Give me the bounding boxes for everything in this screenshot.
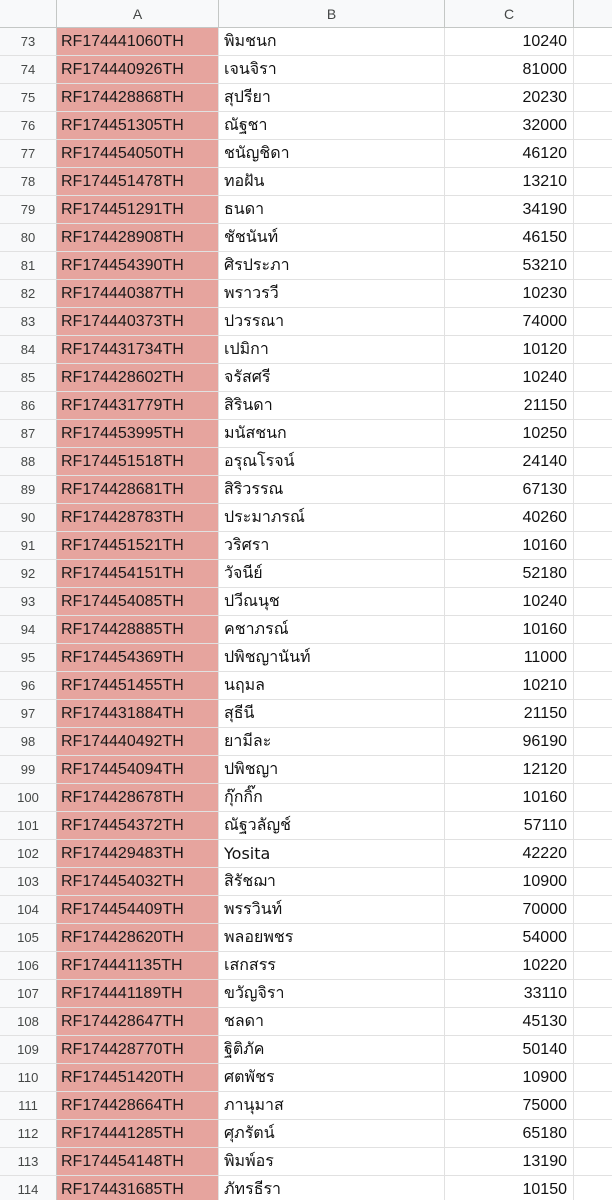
cell-tracking-code[interactable]: RF174451305TH (57, 112, 219, 139)
cell-postcode[interactable]: 11000 (445, 644, 574, 671)
table-row (0, 196, 612, 224)
cell-name[interactable]: จรัสศรี (219, 364, 445, 391)
row-number[interactable]: 109 (0, 1036, 57, 1063)
row-number[interactable]: 84 (0, 336, 57, 363)
cell-postcode[interactable]: 13190 (445, 1148, 574, 1175)
table-row (0, 1176, 612, 1200)
row-number[interactable]: 87 (0, 420, 57, 447)
table-row (0, 84, 612, 112)
cell-tracking-code[interactable]: RF174431685TH (57, 1176, 219, 1200)
row-number[interactable]: 105 (0, 924, 57, 951)
cell-empty[interactable] (574, 280, 612, 307)
cell-tracking-code[interactable]: RF174428620TH (57, 924, 219, 951)
cell-tracking-code[interactable]: RF174451518TH (57, 448, 219, 475)
cell-empty[interactable] (574, 56, 612, 83)
row-number[interactable]: 103 (0, 868, 57, 895)
cell-name[interactable]: ศิรประภา (219, 252, 445, 279)
cell-name[interactable]: คชาภรณ์ (219, 616, 445, 643)
cell-empty[interactable] (574, 1176, 612, 1200)
cell-name[interactable]: ปวีณนุช (219, 588, 445, 615)
cell-name[interactable]: ปพิชญานันท์ (219, 644, 445, 671)
row-number[interactable]: 77 (0, 140, 57, 167)
row-number[interactable]: 111 (0, 1092, 57, 1119)
cell-empty[interactable] (574, 420, 612, 447)
cell-tracking-code[interactable]: RF174429483TH (57, 840, 219, 867)
cell-name[interactable]: พิมชนก (219, 28, 445, 55)
cell-name[interactable]: ชัชนันท์ (219, 224, 445, 251)
cell-name[interactable]: พิมพ์อร (219, 1148, 445, 1175)
table-row (0, 532, 612, 560)
cell-empty[interactable] (574, 672, 612, 699)
table-row (0, 140, 612, 168)
cell-postcode[interactable]: 13210 (445, 168, 574, 195)
row-number[interactable]: 89 (0, 476, 57, 503)
cell-postcode[interactable]: 32000 (445, 112, 574, 139)
cell-tracking-code[interactable]: RF174441285TH (57, 1120, 219, 1147)
cell-tracking-code[interactable]: RF174440492TH (57, 728, 219, 755)
cell-name[interactable]: พราวรวี (219, 280, 445, 307)
cell-tracking-code[interactable]: RF174454390TH (57, 252, 219, 279)
cell-name[interactable]: ชนัญชิดา (219, 140, 445, 167)
cell-name[interactable]: กุ๊กกิ๊ก (219, 784, 445, 811)
cell-postcode[interactable]: 10120 (445, 336, 574, 363)
table-row (0, 168, 612, 196)
cell-name[interactable]: สุปรียา (219, 84, 445, 111)
cell-tracking-code[interactable]: RF174428908TH (57, 224, 219, 251)
cell-name[interactable]: เปมิกา (219, 336, 445, 363)
cell-tracking-code[interactable]: RF174428681TH (57, 476, 219, 503)
cell-postcode[interactable]: 96190 (445, 728, 574, 755)
table-row (0, 840, 612, 868)
row-number[interactable]: 88 (0, 448, 57, 475)
grid-body (0, 28, 612, 1200)
row-number[interactable]: 94 (0, 616, 57, 643)
cell-tracking-code[interactable]: RF174440387TH (57, 280, 219, 307)
cell-empty[interactable] (574, 448, 612, 475)
cell-postcode[interactable]: 10160 (445, 532, 574, 559)
cell-name[interactable]: ยามีละ (219, 728, 445, 755)
cell-postcode[interactable]: 10250 (445, 420, 574, 447)
cell-postcode[interactable]: 12120 (445, 756, 574, 783)
cell-postcode[interactable]: 74000 (445, 308, 574, 335)
cell-name[interactable]: ขวัญจิรา (219, 980, 445, 1007)
cell-name[interactable]: เจนจิรา (219, 56, 445, 83)
select-all-corner[interactable] (0, 0, 57, 27)
cell-empty[interactable] (574, 644, 612, 671)
table-row (0, 784, 612, 812)
cell-empty[interactable] (574, 28, 612, 55)
table-row (0, 420, 612, 448)
cell-postcode[interactable]: 70000 (445, 896, 574, 923)
cell-empty[interactable] (574, 532, 612, 559)
cell-postcode[interactable]: 10900 (445, 1064, 574, 1091)
cell-postcode[interactable]: 33110 (445, 980, 574, 1007)
cell-name[interactable]: ภานุมาส (219, 1092, 445, 1119)
table-row (0, 756, 612, 784)
cell-empty[interactable] (574, 140, 612, 167)
cell-name[interactable]: ณัฐชา (219, 112, 445, 139)
table-row (0, 504, 612, 532)
cell-empty[interactable] (574, 504, 612, 531)
row-number[interactable]: 86 (0, 392, 57, 419)
cell-postcode[interactable]: 10160 (445, 784, 574, 811)
cell-name[interactable]: Yosita (219, 840, 445, 867)
cell-empty[interactable] (574, 560, 612, 587)
cell-tracking-code[interactable]: RF174428678TH (57, 784, 219, 811)
cell-name[interactable]: ภัทรธีรา (219, 1176, 445, 1200)
cell-postcode[interactable]: 10220 (445, 952, 574, 979)
cell-postcode[interactable]: 10240 (445, 588, 574, 615)
cell-tracking-code[interactable]: RF174454085TH (57, 588, 219, 615)
table-row (0, 1092, 612, 1120)
column-header-row (0, 0, 612, 28)
cell-postcode[interactable]: 21150 (445, 700, 574, 727)
cell-postcode[interactable]: 42220 (445, 840, 574, 867)
cell-name[interactable]: ประมาภรณ์ (219, 504, 445, 531)
table-row (0, 980, 612, 1008)
table-row (0, 1008, 612, 1036)
column-header-empty (574, 0, 612, 27)
cell-postcode[interactable]: 10230 (445, 280, 574, 307)
cell-tracking-code[interactable]: RF174428602TH (57, 364, 219, 391)
cell-empty[interactable] (574, 168, 612, 195)
cell-tracking-code[interactable]: RF174451521TH (57, 532, 219, 559)
row-number[interactable]: 108 (0, 1008, 57, 1035)
cell-tracking-code[interactable]: RF174454094TH (57, 756, 219, 783)
cell-postcode[interactable]: 10900 (445, 868, 574, 895)
cell-postcode[interactable]: 10210 (445, 672, 574, 699)
table-row (0, 308, 612, 336)
row-number[interactable]: 110 (0, 1064, 57, 1091)
cell-tracking-code[interactable]: RF174428868TH (57, 84, 219, 111)
table-row (0, 1148, 612, 1176)
cell-tracking-code[interactable]: RF174451455TH (57, 672, 219, 699)
row-number[interactable]: 73 (0, 28, 57, 55)
cell-empty[interactable] (574, 392, 612, 419)
table-row (0, 280, 612, 308)
cell-postcode[interactable]: 67130 (445, 476, 574, 503)
cell-empty[interactable] (574, 896, 612, 923)
table-row (0, 224, 612, 252)
cell-empty[interactable] (574, 616, 612, 643)
cell-postcode[interactable]: 46120 (445, 140, 574, 167)
row-number[interactable]: 83 (0, 308, 57, 335)
cell-empty[interactable] (574, 476, 612, 503)
table-row (0, 1120, 612, 1148)
row-number[interactable]: 79 (0, 196, 57, 223)
table-row (0, 672, 612, 700)
table-row (0, 616, 612, 644)
cell-postcode[interactable]: 34190 (445, 196, 574, 223)
row-number[interactable]: 93 (0, 588, 57, 615)
cell-postcode[interactable]: 54000 (445, 924, 574, 951)
row-number[interactable]: 112 (0, 1120, 57, 1147)
row-number[interactable]: 92 (0, 560, 57, 587)
cell-postcode[interactable]: 10160 (445, 616, 574, 643)
cell-postcode[interactable]: 40260 (445, 504, 574, 531)
row-number[interactable]: 102 (0, 840, 57, 867)
cell-empty[interactable] (574, 1148, 612, 1175)
table-row (0, 336, 612, 364)
cell-tracking-code[interactable]: RF174441060TH (57, 28, 219, 55)
table-row (0, 252, 612, 280)
cell-empty[interactable] (574, 812, 612, 839)
cell-empty[interactable] (574, 1120, 612, 1147)
table-row (0, 644, 612, 672)
cell-name[interactable]: ศุภรัตน์ (219, 1120, 445, 1147)
cell-postcode[interactable]: 20230 (445, 84, 574, 111)
cell-tracking-code[interactable]: RF174454409TH (57, 896, 219, 923)
table-row (0, 1036, 612, 1064)
cell-empty[interactable] (574, 980, 612, 1007)
cell-tracking-code[interactable]: RF174431884TH (57, 700, 219, 727)
row-number[interactable]: 101 (0, 812, 57, 839)
cell-postcode[interactable]: 21150 (445, 392, 574, 419)
cell-empty[interactable] (574, 364, 612, 391)
table-row (0, 1064, 612, 1092)
cell-tracking-code[interactable]: RF174454148TH (57, 1148, 219, 1175)
cell-empty[interactable] (574, 756, 612, 783)
cell-postcode[interactable]: 75000 (445, 1092, 574, 1119)
table-row (0, 700, 612, 728)
cell-postcode[interactable]: 81000 (445, 56, 574, 83)
cell-postcode[interactable]: 57110 (445, 812, 574, 839)
cell-tracking-code[interactable]: RF174428885TH (57, 616, 219, 643)
cell-empty[interactable] (574, 1064, 612, 1091)
cell-empty[interactable] (574, 252, 612, 279)
cell-tracking-code[interactable]: RF174431779TH (57, 392, 219, 419)
cell-name[interactable]: อรุณโรจน์ (219, 448, 445, 475)
cell-empty[interactable] (574, 336, 612, 363)
table-row (0, 812, 612, 840)
row-number[interactable]: 75 (0, 84, 57, 111)
cell-empty[interactable] (574, 952, 612, 979)
cell-name[interactable]: ปพิชญา (219, 756, 445, 783)
row-number[interactable]: 80 (0, 224, 57, 251)
cell-empty[interactable] (574, 728, 612, 755)
cell-postcode[interactable]: 52180 (445, 560, 574, 587)
cell-tracking-code[interactable]: RF174451478TH (57, 168, 219, 195)
cell-name[interactable]: สุธีนี (219, 700, 445, 727)
row-number[interactable]: 113 (0, 1148, 57, 1175)
cell-tracking-code[interactable]: RF174440373TH (57, 308, 219, 335)
table-row (0, 728, 612, 756)
cell-tracking-code[interactable]: RF174453995TH (57, 420, 219, 447)
cell-tracking-code[interactable]: RF174454151TH (57, 560, 219, 587)
table-row (0, 952, 612, 980)
cell-postcode[interactable]: 46150 (445, 224, 574, 251)
cell-name[interactable]: ศตพัชร (219, 1064, 445, 1091)
table-row (0, 924, 612, 952)
cell-postcode[interactable]: 53210 (445, 252, 574, 279)
cell-name[interactable]: ชลดา (219, 1008, 445, 1035)
cell-empty[interactable] (574, 1008, 612, 1035)
table-row (0, 364, 612, 392)
cell-name[interactable]: สิรัชฌา (219, 868, 445, 895)
cell-empty[interactable] (574, 308, 612, 335)
cell-tracking-code[interactable]: RF174441189TH (57, 980, 219, 1007)
cell-postcode[interactable]: 10240 (445, 364, 574, 391)
cell-name[interactable]: พลอยพชร (219, 924, 445, 951)
row-number[interactable]: 99 (0, 756, 57, 783)
cell-postcode[interactable]: 10150 (445, 1176, 574, 1200)
cell-tracking-code[interactable]: RF174440926TH (57, 56, 219, 83)
row-number[interactable]: 100 (0, 784, 57, 811)
row-number[interactable]: 74 (0, 56, 57, 83)
table-row (0, 560, 612, 588)
column-header-c[interactable]: C (445, 0, 574, 27)
cell-tracking-code[interactable]: RF174431734TH (57, 336, 219, 363)
cell-name[interactable]: ธนดา (219, 196, 445, 223)
cell-empty[interactable] (574, 700, 612, 727)
row-number[interactable]: 97 (0, 700, 57, 727)
cell-tracking-code[interactable]: RF174428770TH (57, 1036, 219, 1063)
cell-postcode[interactable]: 50140 (445, 1036, 574, 1063)
cell-tracking-code[interactable]: RF174428647TH (57, 1008, 219, 1035)
cell-postcode[interactable]: 65180 (445, 1120, 574, 1147)
table-row (0, 476, 612, 504)
cell-empty[interactable] (574, 112, 612, 139)
table-row (0, 112, 612, 140)
cell-name[interactable]: ปวรรณา (219, 308, 445, 335)
column-header-a[interactable]: A (57, 0, 219, 27)
cell-name[interactable]: วัจนีย์ (219, 560, 445, 587)
cell-tracking-code[interactable]: RF174441135TH (57, 952, 219, 979)
cell-tracking-code[interactable]: RF174428783TH (57, 504, 219, 531)
cell-empty[interactable] (574, 924, 612, 951)
cell-tracking-code[interactable]: RF174451420TH (57, 1064, 219, 1091)
row-number[interactable]: 114 (0, 1176, 57, 1200)
cell-empty[interactable] (574, 840, 612, 867)
table-row (0, 588, 612, 616)
row-number[interactable]: 76 (0, 112, 57, 139)
column-header-b[interactable]: B (219, 0, 445, 27)
cell-name[interactable]: ทอฝัน (219, 168, 445, 195)
cell-tracking-code[interactable]: RF174428664TH (57, 1092, 219, 1119)
cell-name[interactable]: มนัสชนก (219, 420, 445, 447)
row-number[interactable]: 81 (0, 252, 57, 279)
row-number[interactable]: 98 (0, 728, 57, 755)
table-row (0, 28, 612, 56)
cell-empty[interactable] (574, 868, 612, 895)
row-number[interactable]: 107 (0, 980, 57, 1007)
cell-name[interactable]: สิริวรรณ (219, 476, 445, 503)
cell-empty[interactable] (574, 784, 612, 811)
cell-empty[interactable] (574, 588, 612, 615)
cell-empty[interactable] (574, 84, 612, 111)
cell-postcode[interactable]: 10240 (445, 28, 574, 55)
cell-tracking-code[interactable]: RF174451291TH (57, 196, 219, 223)
row-number[interactable]: 82 (0, 280, 57, 307)
row-number[interactable]: 95 (0, 644, 57, 671)
cell-postcode[interactable]: 24140 (445, 448, 574, 475)
row-number[interactable]: 96 (0, 672, 57, 699)
cell-name[interactable]: ฐิติภัค (219, 1036, 445, 1063)
cell-tracking-code[interactable]: RF174454372TH (57, 812, 219, 839)
cell-empty[interactable] (574, 1092, 612, 1119)
table-row (0, 868, 612, 896)
row-number[interactable]: 106 (0, 952, 57, 979)
table-row (0, 896, 612, 924)
row-number[interactable]: 104 (0, 896, 57, 923)
row-number[interactable]: 78 (0, 168, 57, 195)
cell-name[interactable]: ณัฐวลัญช์ (219, 812, 445, 839)
table-row (0, 448, 612, 476)
row-number[interactable]: 85 (0, 364, 57, 391)
row-number[interactable]: 91 (0, 532, 57, 559)
cell-name[interactable]: เสกสรร (219, 952, 445, 979)
table-row (0, 392, 612, 420)
cell-tracking-code[interactable]: RF174454050TH (57, 140, 219, 167)
cell-name[interactable]: นฤมล (219, 672, 445, 699)
cell-postcode[interactable]: 45130 (445, 1008, 574, 1035)
cell-empty[interactable] (574, 196, 612, 223)
cell-name[interactable]: พรรวินท์ (219, 896, 445, 923)
cell-empty[interactable] (574, 1036, 612, 1063)
row-number[interactable]: 90 (0, 504, 57, 531)
cell-empty[interactable] (574, 224, 612, 251)
cell-tracking-code[interactable]: RF174454032TH (57, 868, 219, 895)
table-row (0, 56, 612, 84)
cell-tracking-code[interactable]: RF174454369TH (57, 644, 219, 671)
cell-name[interactable]: วริศรา (219, 532, 445, 559)
cell-name[interactable]: สิรินดา (219, 392, 445, 419)
